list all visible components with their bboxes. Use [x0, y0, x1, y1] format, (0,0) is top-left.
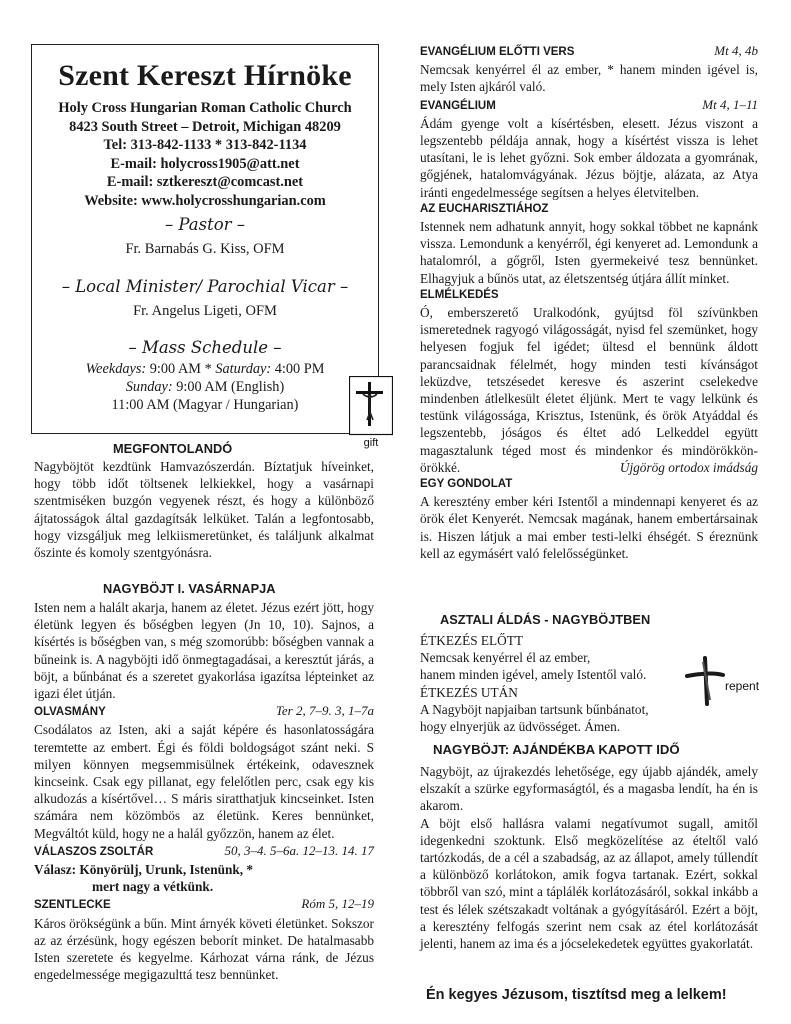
ajandek-paragraph-2: A böjt első hallásra valami negatívumot sugall, amitől idegenkedni szoktunk. Első megközelítése az ételtől való tartózkodás, de a cél a szabadság, az az állapot, amely túllendít a különböző korlátokon, amik fogva tartanak. Ezért, sokkal többről van szó, mint a táplálék korlátozásáról, sokkal inkább a test és lélek szétszakadt voltának a gyógyításáról. Ezért a böjt, a keresztény felfogás szerint nem csak az étel korlátozását jelenti, hanem az ima és a jócselekedetek együttes gyakorlatát. [420, 815, 758, 952]
mass-sunday: Sunday: 9:00 AM (English) [125, 379, 285, 395]
ev-vers-label: EVANGÉLIUM ELŐTTI VERS [420, 46, 575, 58]
gondolat-label: EGY GONDOLAT [420, 478, 513, 491]
vasarnap-title: NAGYBÖJT I. VASÁRNAPJA [103, 581, 276, 596]
ajandek-title: NAGYBÖJT: AJÁNDÉKBA KAPOTT IDŐ [433, 742, 680, 757]
church-phone: Tel: 313-842-1133 * 313-842-1134 [103, 137, 307, 153]
eucharisztia-label: AZ EUCHARISZTIÁHOZ [420, 202, 549, 215]
etkezes-utan-line-1: A Nagyböjt napjaiban tartsunk bűnbánatot, [420, 701, 649, 717]
elmelkedes-label: ELMÉLKEDÉS [420, 288, 499, 301]
szentlecke-text: Káros örökségünk a bűn. Mint árnyék követi életünket. Sokszor az az érzésünk, hogy egészen beborít minket. De hatalmasabb Isten szeretete és kegyelme. Kárhozat várna ránk, de Jézus engedelmessége megigazulttá tesz bennünket. [34, 915, 374, 983]
ev-vers-heading [420, 42, 758, 61]
evangelium-text: Ádám gyenge volt a kísértésben, elesett. Jézus viszont a legszentebb példája annak, hogy a kísértést vissza is lehet utasítani, le is lehet győzni. Sok ember áldozata a gyomrának, gőgjének, hatalomvágyának. Jézus böjtje, alázata, az Atya iránti engedelmessége segítsen a helyes életvitelben. [420, 115, 758, 200]
church-name: Holy Cross Hungarian Roman Catholic Church [58, 100, 352, 116]
vasarnap-intro: Isten nem a halált akarja, hanem az életet. Jézus ezért jött, hogy életünk legyen és bőségben legyen (Jn 10, 10). Sajnos, a kísértés is bőségben van, s még szomorúbb: bőségben vannak a bűneink is. A nagyböjti idő önmegtagadásai, a keresztút járás, a böjt, a bűnbánat és a szeretet gyakorlása igazítsa lépteinket az igazi élet útján. [34, 600, 374, 702]
aldas-title: ASZTALI ÁLDÁS - NAGYBÖJTBEN [440, 612, 651, 627]
vicar-name: Fr. Angelus Ligeti, OFM [133, 303, 277, 319]
ev-vers-ref: Mt 4, 4b [714, 43, 758, 58]
newsletter-title: Szent Kereszt Hírnöke [58, 59, 352, 92]
vasarnap-section [34, 599, 374, 983]
etkezes-utan-line-2: hogy elnyerjük az üdvösséget. Ámen. [420, 719, 621, 735]
valasz-line-2: mert nagy a vétkünk. [92, 879, 214, 895]
church-address: 8423 South Street – Detroit, Michigan 48209 [69, 118, 341, 135]
church-info [32, 99, 378, 210]
megfontolando-text: Nagyböjtöt kezdtünk Hamvazószerdán. Bíztatjuk híveinket, hogy több időt töltsenek lelkiekkel, hogy a vasárnapi szentmiséken buzgón vegyenek részt, és hogy a különböző ájtatosságok által gazdagítsák lelküket. Talán a legfontosabb, hogy vizsgáljuk meg lelkiismeretünket, és találjunk alkalmat őszinte és komoly szentgyónásra. [34, 459, 374, 561]
masthead-box [31, 44, 379, 434]
elmelkedes-source: Újgörög ortodox imádság [619, 459, 758, 475]
closing-prayer: Én kegyes Jézusom, tisztítsd meg a lelkem! [426, 987, 727, 1003]
olvasmany-label: OLVASMÁNY [34, 706, 106, 719]
vicar-label: – Local Minister/ Parochial Vicar – [61, 277, 349, 296]
mass-sunday-hungarian: 11:00 AM (Magyar / Hungarian) [111, 397, 299, 413]
zsoltar-label: VÁLASZOS ZSOLTÁR [34, 845, 154, 858]
megfontolando-title: MEGFONTOLANDÓ [113, 441, 233, 456]
etkezes-elott-line-2: hanem minden igével, amely Istentől való. [420, 667, 647, 683]
ev-vers-text: Nemcsak kenyérrel él az ember, * hanem minden igével is, mely Isten ajkáról való. [420, 62, 758, 95]
olvasmany-ref: Ter 2, 7–9. 3, 1–7a [275, 703, 374, 719]
elmelkedes-text: Ó, emberszerető Uralkodónk, gyújtsd föl szívünkben ismeretednek ragyogó világosságát, nyisd fel szemünket, hogy helyesen fogjuk fel igédet; ültesd el bennünk áldott parancsaidnak félelmét, hogy minden testi kívánságot leküzdve, tetszésedet keresve és aszerint cselekedve mindenben átlelkesült életet éljünk. Mert te vagy lelkünk és testünk világossága, Krisztus, Istenünk, és örök Atyáddal és legszentebb, jóságos és éltet adó Lelkeddel együtt magasztalunk téged most és mindenkor és mindörökkön-örökké. Újgörög ortodox imádság [420, 305, 758, 475]
readings-section [420, 42, 758, 562]
szentlecke-ref: Róm 5, 12–19 [301, 896, 374, 912]
zsoltar-ref: 50, 3–4. 5–6a. 12–13. 14. 17 [224, 842, 374, 858]
gift-label: gift [363, 437, 379, 449]
szentlecke-heading [34, 895, 374, 914]
ajandek-section [420, 763, 758, 952]
mass-schedule-label: – Mass Schedule – [128, 338, 282, 357]
etkezes-elott-line-1: Nemcsak kenyérrel él az ember, [420, 650, 591, 666]
zsoltar-heading [34, 842, 374, 861]
repent-cross-icon [683, 656, 763, 706]
olvasmany-heading [34, 702, 374, 721]
evangelium-ref: Mt 4, 1–11 [702, 96, 758, 112]
olvasmany-text: Csodálatos az Isten, aki a saját képére és hasonlatosságára teremtette az embert. Égi és földi boldogságot szánt neki. S milyen könnyen megsemmisülnek értékeink, odavesznek kincseink. Csak egy pillanat, egy felelőtlen perc, csak egy kis alkudozás a kísértővel… S máris siratthatjuk kincseinket. Isten számára nem közömbös az életünk. Keres bennünket, Megváltót küld, hogy ne a halál győzzön, hanem az élet. [34, 722, 374, 841]
aldas-section [420, 632, 690, 735]
pastor-label: – Pastor – [164, 215, 246, 234]
ajandek-paragraph-1: Nagyböjt, az újrakezdés lehetősége, egy újabb ajándék, amely elszakít a szürke egyformaságtól, és a magasba lendít, ha én is akarom. [420, 764, 758, 814]
pastor-name: Fr. Barnabás G. Kiss, OFM [125, 241, 285, 257]
church-website[interactable]: Website: www.holycrosshungarian.com [84, 192, 326, 209]
valasz-line-1: Válasz: Könyörülj, Urunk, Istenünk, * [34, 862, 254, 878]
repent-label: repent [725, 679, 760, 693]
etkezes-elott-label: ÉTKEZÉS ELŐTT [420, 633, 524, 648]
church-email-2[interactable]: E-mail: sztkereszt@comcast.net [106, 174, 304, 190]
gondolat-text: A keresztény ember kéri Istentől a mindennapi kenyeret és az örök élet Kenyerét. Nemcsak magának, hanem embertársainak is. Hiszen látjuk a mai ember testi-lelki éhségét. S éreznünk kell az egymásért való felelősségünket. [420, 494, 758, 561]
szentlecke-label: SZENTLECKE [34, 899, 111, 912]
crucifix-gift-icon [349, 376, 393, 450]
eucharisztia-text: Istennek nem adhatunk annyit, hogy sokkal többet ne kapnánk vissza. Lemondunk a kenyérről, égi kenyeret ad. Lemondunk a hatalomról, a gőgről, Isten gyermekeivé tesz bennünket. Elhagyjuk a bűnös utat, az életszentség útjára állít minket. [420, 219, 758, 286]
mass-weekdays: Weekdays: 9:00 AM * Saturday: 4:00 PM [85, 361, 325, 377]
evangelium-heading [420, 96, 758, 115]
church-email-1[interactable]: E-mail: holycross1905@att.net [110, 155, 300, 172]
etkezes-utan-label: ÉTKEZÉS UTÁN [420, 684, 518, 700]
evangelium-label: EVANGÉLIUM [420, 99, 496, 112]
